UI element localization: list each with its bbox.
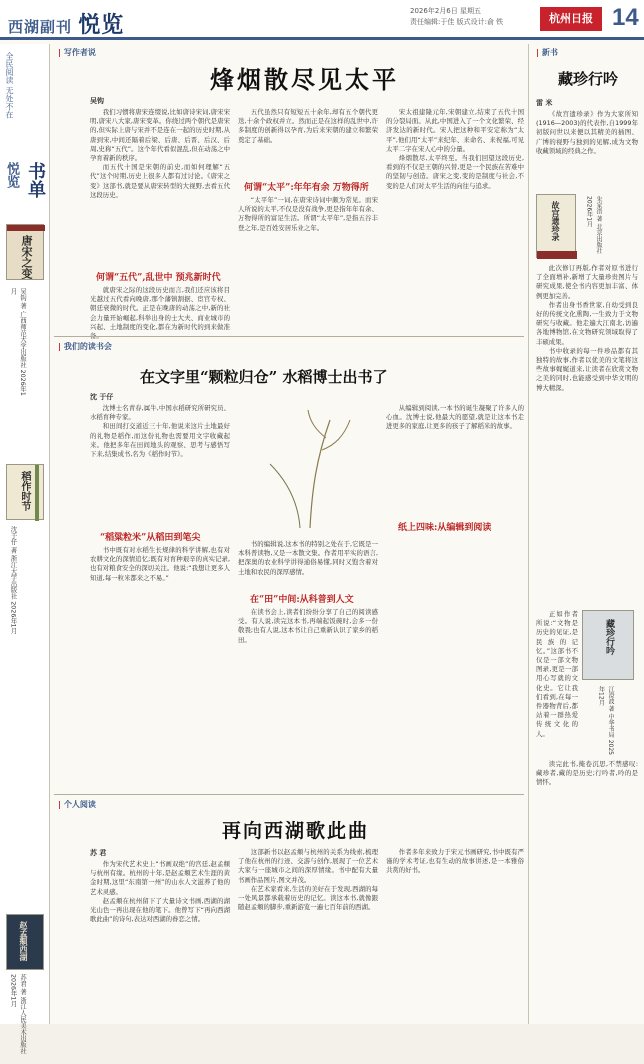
book-cover-title: 故宫遗珍录 — [551, 201, 561, 241]
column-divider — [528, 44, 529, 1024]
paragraph: “太平年”一词,在唐宋诗词中颇为常见。而宋人所说的太平,不仅是没有战争,更是指年年有余、万物得所的富足生活。所谓“太平年”,是指五谷丰登之年,是百姓安居乐业之年。 — [238, 196, 378, 232]
section-label-writing: | 写作者说 — [58, 47, 96, 58]
book-info-daozuo: 沈于仔 著 浙江大学出版社 2026年1月 — [9, 526, 17, 634]
article2-col1 — [90, 404, 230, 528]
article3-title: 再向西湖歌此曲 — [222, 820, 370, 842]
section-label-person: | 个人阅读 — [58, 799, 96, 810]
book-info-gugong: 朱家溍 著 北京出版社 2026年1月 — [585, 196, 602, 254]
article4-col-b — [536, 264, 638, 604]
book-cover-title: 藏珍行吟 — [604, 619, 614, 655]
newspaper-logo: 杭州日报 — [540, 7, 602, 31]
article4-col-d — [536, 760, 638, 1020]
paragraph: 书的编辑说,这本书的特别之处在于,它既是一本科普读物,又是一本散文集。作者用平实的语言,把深奥的农业科学讲得通俗易懂,同时又饱含着对土地和农民的深厚感情。 — [238, 540, 378, 576]
book-cover-gugong — [536, 194, 576, 258]
article3-col1 — [90, 860, 230, 1020]
paragraph: 读完此书,掩卷沉思,不禁感叹:藏珍者,藏的是历史;行吟者,吟的是情怀。 — [536, 760, 638, 787]
paragraph: 宋太祖建隆元年,宋朝建立,结束了五代十国的分裂局面。从此,中国进入了一个文化繁荣、经济发达的新时代。宋人把这种和平安定称为“太平”,他们用“太平”来纪年、来命名、来祝福,可见太平二字在宋人心中的分量。 — [386, 108, 524, 153]
article3-col2 — [238, 848, 378, 1020]
page-number: 14 — [612, 4, 639, 31]
sidebar-brand: 悦览 — [4, 162, 19, 188]
paragraph: 和田间打交道近三十年,他说来这片土地最好的礼物是稻作,而这份礼物也需要用文字收藏起来。他把多年在田间地头的观察、思考与感悟写下来,结集成书,名为《稻作时节》。 — [90, 422, 230, 459]
article3-col3 — [386, 848, 524, 1020]
masthead-prefix: 西湖副刊 — [8, 18, 73, 36]
paragraph: 从编辑到阅读,一本书的诞生凝聚了许多人的心血。沈博士说,他最大的愿望,就是让这本书走进更多的家庭,让更多的孩子了解稻米的故事。 — [386, 404, 524, 431]
article2-col1b — [90, 546, 230, 790]
article3-author: 苏 君 — [90, 849, 107, 857]
paragraph: 我们习惯将唐宋连缀说,比如唐诗宋词,唐宋宋明,唐宋八大家,唐宋变革。你绕过两个朝代是唐宋的,但实际上唐与宋并不是连在一起的历史时期,从唐到宋,中间还隔着后梁、后唐、后晋、后汉、后周,史称“五代”。这个年代看似混乱,但在动荡之中孕育着新的秩序。 — [90, 108, 230, 163]
article2-col3 — [386, 404, 524, 516]
masthead-big-title: 悦览 — [78, 12, 125, 38]
left-sidebar — [0, 44, 50, 1054]
article2-author: 沈 于仔 — [90, 393, 114, 401]
paragraph: 此次修订再版,作者对原书进行了全面增补,新增了大量珍贵图片与研究成果,使全书内容更加丰富、体例更加完善。 — [536, 264, 638, 300]
paragraph: 而五代十国是宋朝的前史,而如何理解“五代”这个时期,历史上很多人都有过讨论。《唐宋之变》这部书,就是要从唐宋转型的大视野,去看五代这段历史。 — [90, 163, 230, 199]
article2-col2b — [238, 608, 378, 790]
sidebar-slogan: 全民阅读 无处不在 — [5, 52, 14, 119]
paragraph: 作为宋代艺术史上“书画双绝”的宫廷,赵孟頫与杭州有缘。杭州的十年,是赵孟頫艺术生涯的黄金时期,这里“东南第一州”的山水人文滋养了他的艺术灵感。 — [90, 860, 230, 896]
article4-author: 雷 米 — [536, 99, 553, 107]
article2-subheading3: 纸上四味:从编辑到阅读 — [398, 523, 492, 533]
book-cover-daozuo — [6, 464, 44, 520]
book-cover-title: 稻作时节 — [19, 471, 30, 511]
book-cover-zhaomengfu — [6, 914, 44, 970]
article1-subheading1: 何谓“五代”,乱世中 预兆新时代 — [96, 273, 221, 283]
paragraph: 这部新书以赵孟頫与杭州的关系为线索,梳理了他在杭州的行迹、交游与创作,展现了一位艺术大家与一座城市之间的深厚情缘。书中配有大量书画作品图片,图文并茂。 — [238, 848, 378, 884]
paragraph: 作者多年来致力于宋元书画研究,书中既有严谨的学术考证,也有生动的故事讲述,是一本雅俗共赏的好书。 — [386, 848, 524, 875]
article2-col2 — [238, 540, 378, 588]
masthead-meta — [410, 6, 503, 28]
paragraph: 书中既有对水稻生长规律的科学讲解,也有对农耕文化的深情追忆;既有对育种艰辛的真实记录,也有对粮食安全的深切关注。他说:“我想让更多人知道,每一粒米都来之不易。” — [90, 546, 230, 582]
paragraph: 《故宫遗珍录》作为大家所知(1916—2003)的代表作,自1999年初版问世以来便以其精美的插图、广博的视野与独到的见解,成为文物收藏领域的经典之作。 — [536, 110, 638, 155]
divider — [54, 336, 524, 337]
article1-author: 吴钩 — [90, 97, 104, 105]
paragraph: 沈博士名青春,属牛,中国水稻研究所研究员、水稻育种专家。 — [90, 404, 230, 422]
rice-stalk-illustration — [240, 400, 380, 530]
masthead-date: 2026年2月6日 星期五 — [410, 7, 481, 15]
divider — [54, 794, 524, 795]
book-cover-title: 唐宋之变 — [20, 235, 33, 279]
book-cover-cangzhen — [582, 610, 634, 680]
masthead-title — [8, 8, 124, 39]
section-label-readers: | 我们的读书会 — [58, 341, 112, 352]
paragraph: 烽烟散尽,太平终至。当我们回望这段历史,看到的不仅是王朝的兴替,更是一个民族在苦难中的坚韧与创造。唐宋之变,变的是制度与社会,不变的是人们对太平生活的向往与追求。 — [386, 154, 524, 190]
paragraph: 作者出身书香世家,自幼受到良好的传统文化熏陶,一生致力于文物研究与收藏。他走遍大江南北,访遍各地博物馆,在文物研究领域取得了丰硕成果。 — [536, 300, 638, 346]
article2-subheading1: “稻粱粒米”从稻田到笔尖 — [100, 533, 201, 543]
paragraph: 就唐宋之际的这段历史而言,我们还应该将目光越过五代看向晚唐,那个藩镇割据、宦官专权、朝廷衰微的时代。正是在晚唐的动荡之中,新的社会力量开始崛起,科举出身的士大夫、商业城市的兴起、土地制度的变化,都在为新时代的到来做准 — [90, 286, 230, 331]
paragraph: 在艺术家看来,生活的美好在于发现,西湖的每一处风景都承载着历史的记忆。读这本书,就像跟随赵孟頫的脚步,重新游览一遍七百年前的西湖。 — [238, 884, 378, 912]
book-info-tangsong: 吴钩 著 广西师范大学出版社 2026年1月 — [9, 288, 26, 396]
article4-col-a — [536, 110, 638, 190]
article4-title: 藏珍行吟 — [558, 70, 619, 88]
paragraph: 五代虽然只有短短五十余年,却有五个朝代更迭,十余个政权并立。然而正是在这样的乱世中,许多制度的创新得以孕育,为后来宋朝的建立和繁荣奠定了基础。 — [238, 108, 378, 144]
book-info-zhaomengfu: 苏君 著 浙江人民美术出版社 2026年1月 — [9, 974, 26, 1054]
article1-col3 — [386, 108, 524, 330]
article1-col2b — [238, 196, 378, 330]
book-info-cangzhen: 江澄波 著 中华书局 2025年12月 — [597, 686, 614, 755]
book-cover-title: 赵孟頫西湖 — [19, 921, 29, 961]
paragraph: 赵孟頫在杭州留下了大量诗文书画,西湖的湖光山色一再出现在他的笔下。他曾写下“再向西湖歌此曲”的诗句,表达对西湖的眷恋之情。 — [90, 896, 230, 924]
article2-title: 在文字里“颗粒归仓” 水稻博士出书了 — [140, 368, 388, 386]
article1-col1b — [90, 286, 230, 330]
masthead — [0, 0, 644, 40]
paragraph: 在读书会上,读者们纷纷分享了自己的阅读感受。有人说,读完这本书,再端起饭碗时,会多一份敬畏;也有人说,这本书让自己重新认识了家乡的稻田。 — [238, 608, 378, 644]
sidebar-shelf-title: 书单 — [25, 162, 46, 198]
article2-subheading2: 在“田”中间:从科普到人文 — [250, 595, 354, 605]
article1-subheading2: 何谓“太平”:年年有余 万物得所 — [244, 183, 369, 193]
paragraph: 正如作者所说:“文物是历史的见证,是民族的记忆。”这部书不仅是一部文物图录,更是一部用心写就的文化史。它让我们看到,在每一件器物背后,都站着一群热爱传统文化的人。 — [536, 610, 578, 738]
article1-title: 烽烟散尽见太平 — [210, 65, 399, 94]
masthead-editors: 责任编辑:于佳 版式设计:俞 铁 — [410, 18, 504, 26]
section-label-new: | 新书 — [536, 47, 558, 58]
article4-col-c — [536, 610, 578, 750]
book-cover-tangsong — [6, 224, 44, 280]
paragraph: 书中收录的每一件珍品都有其独特的故事,作者以优美的文笔将这些故事娓娓道来,让读者在欣赏文物之美的同时,也能感受到中华文明的博大精深。 — [536, 346, 638, 392]
